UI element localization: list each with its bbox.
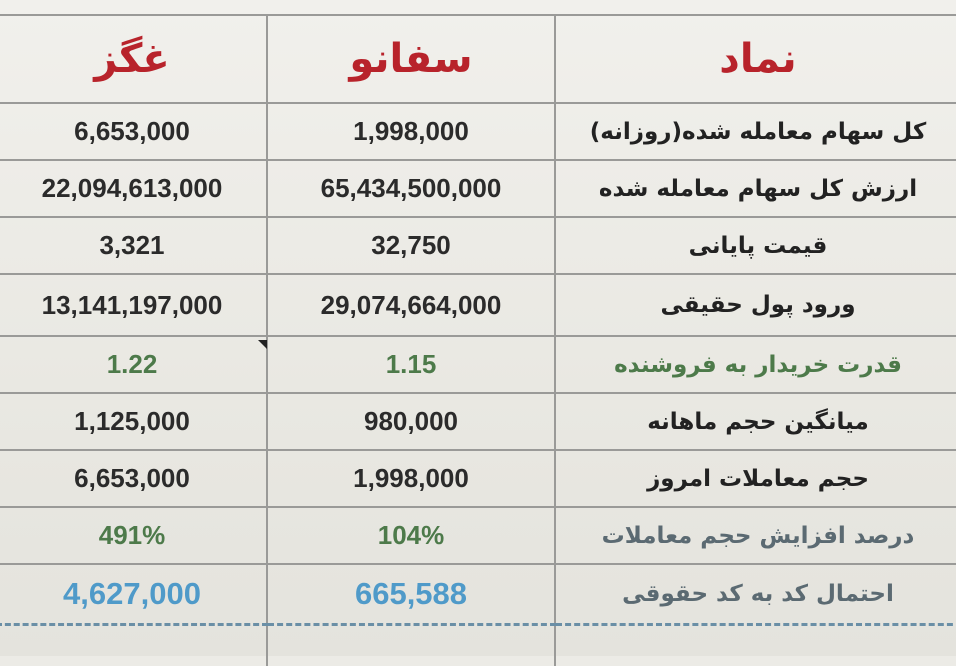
cell-label[interactable]: [555, 274, 956, 336]
header-ghaz-label: غگز: [94, 36, 169, 82]
cell-sefa[interactable]: [267, 274, 555, 336]
cell-label[interactable]: [555, 393, 956, 450]
header-sefa-label: سفانو: [349, 36, 472, 82]
cell-ghaz[interactable]: [0, 336, 267, 393]
cell-ghaz[interactable]: [0, 450, 267, 507]
table-header-row: [0, 15, 956, 103]
cell-sefa[interactable]: [267, 507, 555, 564]
cell-label[interactable]: [555, 507, 956, 564]
comment-indicator-icon: [258, 340, 267, 349]
cell-value: 6,653,000: [74, 463, 190, 493]
row-label: احتمال کد به کد حقوقی: [556, 581, 956, 607]
header-symbol-label: نماد: [719, 36, 796, 82]
header-cell-ghaz[interactable]: [0, 15, 267, 103]
empty-cell[interactable]: [267, 625, 555, 666]
cell-value: 4,627,000: [63, 576, 201, 611]
table-row: [0, 507, 956, 564]
row-label: قیمت پایانی: [556, 233, 956, 259]
cell-value: 1.22: [107, 349, 158, 379]
cell-value: 29,074,664,000: [321, 290, 502, 320]
cell-ghaz[interactable]: [0, 393, 267, 450]
table-row: [0, 393, 956, 450]
cell-value: 1,998,000: [353, 116, 469, 146]
cell-value: 104%: [378, 520, 445, 550]
cell-value: 22,094,613,000: [42, 173, 223, 203]
row-label: میانگین حجم ماهانه: [556, 409, 956, 435]
row-label: ورود پول حقیقی: [556, 292, 956, 318]
cell-value: 1.15: [386, 349, 437, 379]
cell-sefa[interactable]: [267, 450, 555, 507]
cell-sefa[interactable]: [267, 336, 555, 393]
cell-label[interactable]: [555, 450, 956, 507]
cell-value: 665,588: [355, 576, 467, 611]
row-label: ارزش کل سهام معامله شده: [556, 176, 956, 202]
row-label: قدرت خریدار به فروشنده: [556, 352, 956, 378]
cell-label[interactable]: [555, 336, 956, 393]
cell-sefa[interactable]: [267, 160, 555, 217]
table-row: [0, 564, 956, 625]
cell-label[interactable]: [555, 564, 956, 625]
cell-value: 6,653,000: [74, 116, 190, 146]
cell-ghaz[interactable]: [0, 217, 267, 274]
table-row: [0, 336, 956, 393]
cell-ghaz[interactable]: [0, 507, 267, 564]
comparison-table: [0, 14, 956, 666]
cell-value: 491%: [99, 520, 166, 550]
cell-value: 1,998,000: [353, 463, 469, 493]
cell-sefa[interactable]: [267, 393, 555, 450]
cell-value: 3,321: [99, 230, 164, 260]
cell-value: 32,750: [371, 230, 451, 260]
empty-row: [0, 625, 956, 666]
cell-value: 980,000: [364, 406, 458, 436]
cell-value: 65,434,500,000: [321, 173, 502, 203]
cell-label[interactable]: [555, 160, 956, 217]
header-cell-symbol[interactable]: [555, 15, 956, 103]
table-row: [0, 160, 956, 217]
empty-cell[interactable]: [555, 625, 956, 666]
table-row: [0, 217, 956, 274]
cell-ghaz[interactable]: [0, 103, 267, 160]
row-label: درصد افزایش حجم معاملات: [556, 523, 956, 549]
cell-ghaz[interactable]: [0, 160, 267, 217]
cell-sefa[interactable]: [267, 103, 555, 160]
empty-cell[interactable]: [0, 625, 267, 666]
header-cell-sefa[interactable]: [267, 15, 555, 103]
cell-label[interactable]: [555, 217, 956, 274]
cell-sefa[interactable]: [267, 564, 555, 625]
cell-sefa[interactable]: [267, 217, 555, 274]
row-label: کل سهام معامله شده(روزانه): [556, 119, 956, 145]
table-row: [0, 103, 956, 160]
cell-ghaz[interactable]: [0, 274, 267, 336]
table-row: [0, 274, 956, 336]
cell-value: 1,125,000: [74, 406, 190, 436]
row-label: حجم معاملات امروز: [556, 466, 956, 492]
table-row: [0, 450, 956, 507]
cell-value: 13,141,197,000: [42, 290, 223, 320]
cell-ghaz[interactable]: [0, 564, 267, 625]
cell-label[interactable]: [555, 103, 956, 160]
